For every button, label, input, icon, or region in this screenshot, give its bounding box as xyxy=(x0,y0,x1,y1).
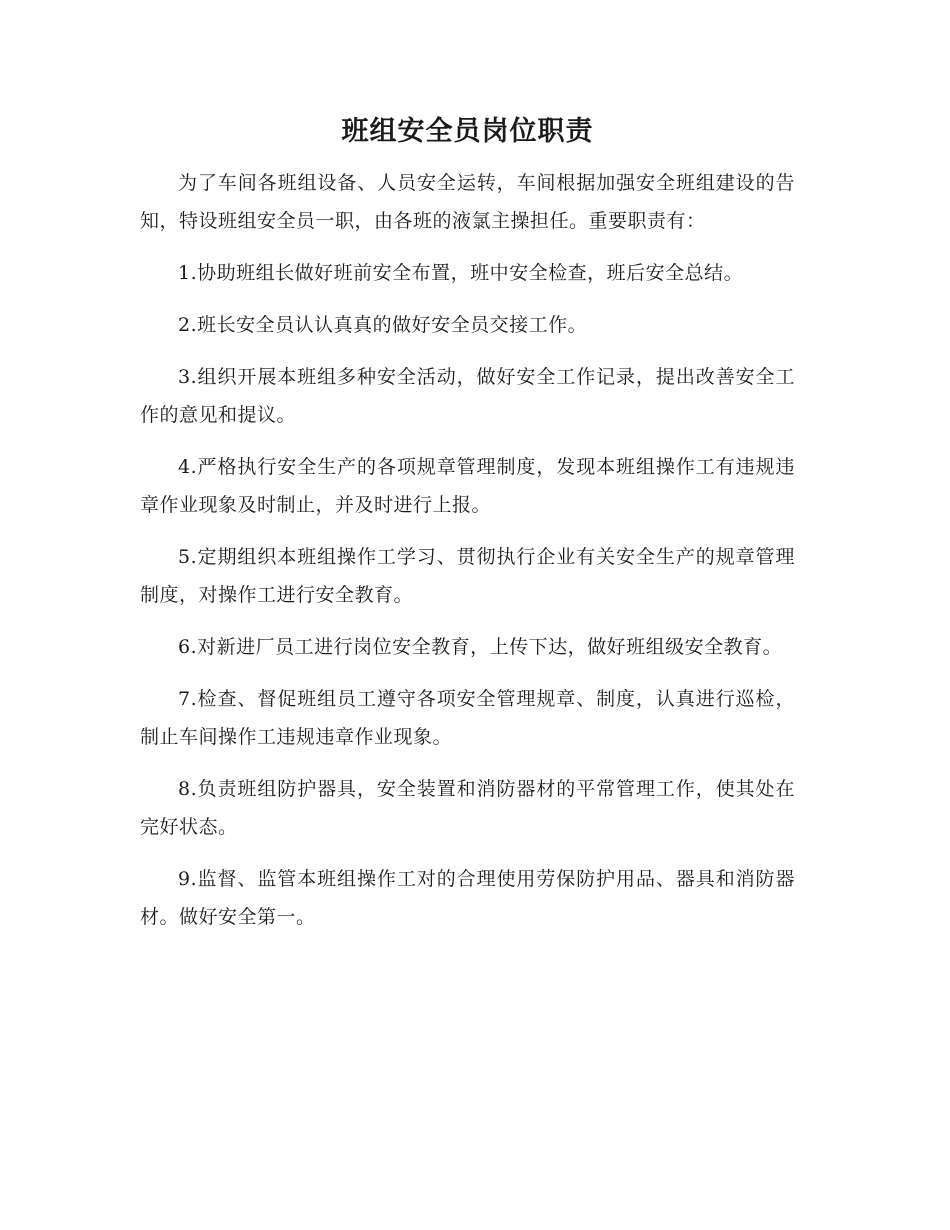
intro-paragraph: 为了车间各班组设备、人员安全运转，车间根据加强安全班组建设的告知，特设班组安全员一职，由各班的液氯主操担任。重要职责有： xyxy=(140,172,795,232)
document-page xyxy=(140,112,795,950)
duty-item-6: 6.对新进厂员工进行岗位安全教育，上传下达，做好班组级安全教育。 xyxy=(178,636,783,658)
duty-item-1: 1.协助班组长做好班前安全布置，班中安全检查，班后安全总结。 xyxy=(178,262,744,284)
duty-item-9: 9.监督、监管本班组操作工对的合理使用劳保防护用品、器具和消防器材。做好安全第一。 xyxy=(140,868,795,928)
duty-item-5: 5.定期组织本班组操作工学习、贯彻执行企业有关安全生产的规章管理制度，对操作工进行安全教育。 xyxy=(140,546,795,606)
document-title: 班组安全员岗位职责 xyxy=(341,116,594,147)
duty-item-4: 4.严格执行安全生产的各项规章管理制度，发现本班组操作工有违规违章作业现象及时制止，并及时进行上报。 xyxy=(140,456,795,516)
duty-item-2: 2.班长安全员认认真真的做好安全员交接工作。 xyxy=(178,314,588,336)
duty-item-7: 7.检查、督促班组员工遵守各项安全管理规章、制度，认真进行巡检，制止车间操作工违规违章作业现象。 xyxy=(140,688,795,748)
duty-item-8: 8.负责班组防护器具，安全装置和消防器材的平常管理工作，使其处在完好状态。 xyxy=(140,778,795,838)
duty-item-3: 3.组织开展本班组多种安全活动，做好安全工作记录，提出改善安全工作的意见和提议。 xyxy=(140,366,795,426)
